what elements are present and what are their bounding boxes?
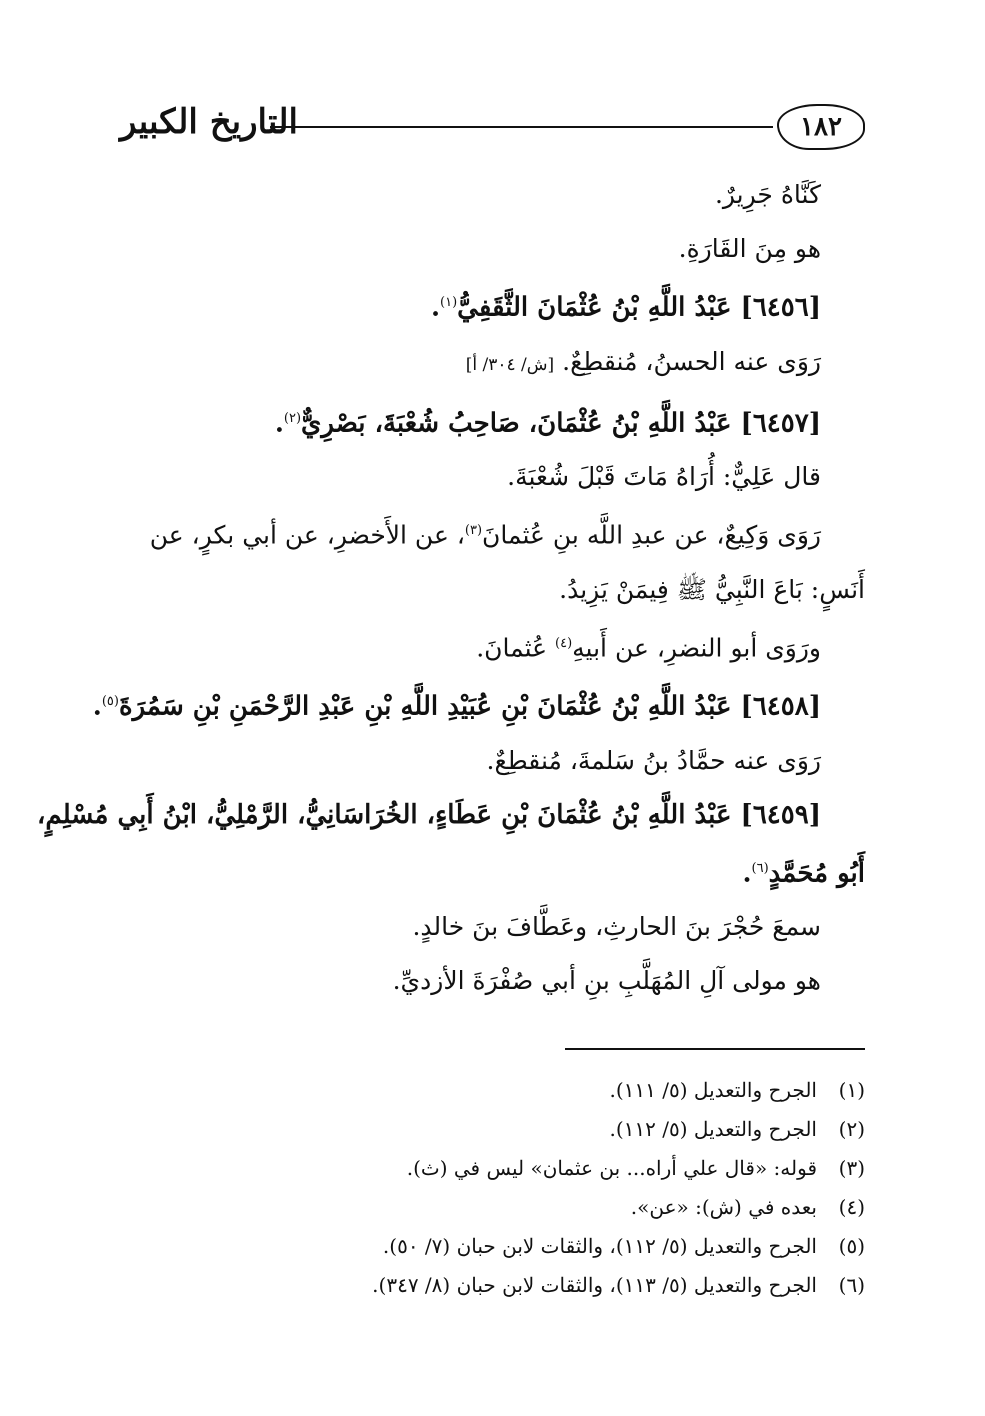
entry-6459: [٦٤٥٩] عَبْدُ اللَّهِ بْنُ عُثْمَانَ بْنِ عَطَاءٍ، الخُرَاسَانِيُّ، الرَّمْلِيُّ، ابْنُ أَبِي مُسْلِمٍ،: [37, 799, 821, 830]
footnote: [120, 1071, 865, 1110]
footnote-ref: (١): [440, 295, 458, 310]
footnote-text: الجرح والتعديل (٥/ ١١٢).: [609, 1117, 817, 1141]
footnote-number: (١): [838, 1078, 865, 1102]
entry-6458: [٦٤٥٨] عَبْدُ اللَّهِ بْنُ عُثْمَانَ بْنِ عُبَيْدِ اللَّهِ بْنِ عَبْدِ الرَّحْمَنِ بْنِ سَمُرَةَ$^{(٥)}$.: [92, 691, 821, 722]
entry-6459-cont: أَبُو مُحَمَّدٍ$^{(٦)}$.: [742, 858, 865, 889]
footnote-number: (٥): [838, 1234, 865, 1258]
entry-heading: [٦٤٥٦] عَبْدُ اللَّهِ بْنُ عُثْمَانَ الثَّقَفِيُّ: [457, 292, 821, 323]
text-line: سمعَ حُجْرَ بنَ الحارثِ، وعَطَّافَ بنَ خالدٍ.: [412, 912, 821, 942]
text-line: هو مولى آلِ المُهَلَّبِ بنِ أبي صُفْرَةَ الأزديِّ.: [392, 966, 821, 996]
footnote-text: الجرح والتعديل (٥/ ١١٣)، والثقات لابن حبان (٨/ ٣٤٧).: [372, 1273, 817, 1297]
entry-6457: [٦٤٥٧] عَبْدُ اللَّهِ بْنُ عُثْمَانَ، صَاحِبُ شُعْبَةَ، بَصْرِيٌّ$^{(٢)}$.: [274, 408, 821, 439]
footnotes: [120, 1071, 865, 1305]
footnote-text: قوله: «قال علي أراه... بن عثمان» ليس في (ث).: [406, 1156, 817, 1180]
main-text: [37, 168, 865, 1008]
entry-6456: [٦٤٥٦] عَبْدُ اللَّهِ بْنُ عُثْمَانَ الثَّقَفِيُّ$^{(١)}$.: [430, 292, 821, 323]
footnote: [120, 1227, 865, 1266]
text-line: رَوَى عنه الحسنُ، مُنقطِعٌ. [ش/ ٣٠٤/ أ]: [465, 346, 821, 376]
entry-heading: [٦٤٥٧] عَبْدُ اللَّهِ بْنُ عُثْمَانَ، صَاحِبُ شُعْبَةَ، بَصْرِيٌّ: [301, 408, 821, 439]
footnote-text: الجرح والتعديل (٥/ ١١١).: [609, 1078, 817, 1102]
footnote-ref: (٦): [751, 860, 769, 876]
footnote-ref: (٢): [283, 410, 302, 426]
footnote: [120, 1266, 865, 1305]
book-title: التاريخ الكبير: [120, 102, 298, 142]
entry-heading: أَبُو مُحَمَّدٍ: [768, 858, 865, 889]
footnote-separator: [565, 1048, 865, 1050]
running-header: [120, 100, 865, 160]
page-number: ١٨٢: [800, 112, 842, 142]
text-line: أَنَسٍ: بَاعَ النَّبِيُّ ﷺ فِيمَنْ يَزِيدُ.: [559, 574, 865, 604]
footnote-number: (٤): [838, 1195, 865, 1219]
footnote-ref: (٤): [555, 635, 573, 651]
footnote: [120, 1149, 865, 1188]
footnote-text: الجرح والتعديل (٥/ ١١٢)، والثقات لابن حبان (٧/ ٥٠).: [382, 1234, 817, 1258]
header-rule: [270, 126, 773, 128]
text-line: هو مِنَ القَارَةِ.: [678, 234, 821, 263]
footnote-number: (٢): [838, 1117, 865, 1141]
folio-marker: [ش/ ٣٠٤/ أ]: [465, 354, 555, 375]
footnote-ref: (٣): [464, 523, 483, 539]
text-line: كَنَّاهُ جَرِيرٌ.: [714, 180, 821, 209]
page-number-badge: [777, 104, 865, 150]
footnote: [120, 1188, 865, 1227]
footnote-text: بعده في (ش): «عن».: [630, 1195, 817, 1219]
footnote: [120, 1110, 865, 1149]
text-line: رَوَى وَكِيعٌ، عن عبدِ اللَّه بنِ عُثمانَ$^{(٣)}$، عن الأَخضرِ، عن أبي بكرٍ، عن: [149, 520, 821, 550]
entry-heading: [٦٤٥٨] عَبْدُ اللَّهِ بْنُ عُثْمَانَ بْنِ عُبَيْدِ اللَّهِ بْنِ عَبْدِ الرَّحْمَنِ بْنِ سَمُرَةَ: [118, 691, 821, 722]
footnote-number: (٣): [838, 1156, 865, 1180]
text-line: ورَوَى أبو النضرِ، عن أَبيهِ$^{(٤)}$ عُثمانَ.: [476, 632, 821, 662]
footnote-ref: (٥): [101, 693, 119, 709]
text-line: قال عَلِيٌّ: أُرَاهُ مَاتَ قَبْلَ شُعْبَةَ.: [507, 462, 821, 492]
text-line: رَوَى عنه حمَّادُ بنُ سَلمةَ، مُنقطِعٌ.: [486, 745, 821, 775]
footnote-number: (٦): [838, 1273, 865, 1297]
